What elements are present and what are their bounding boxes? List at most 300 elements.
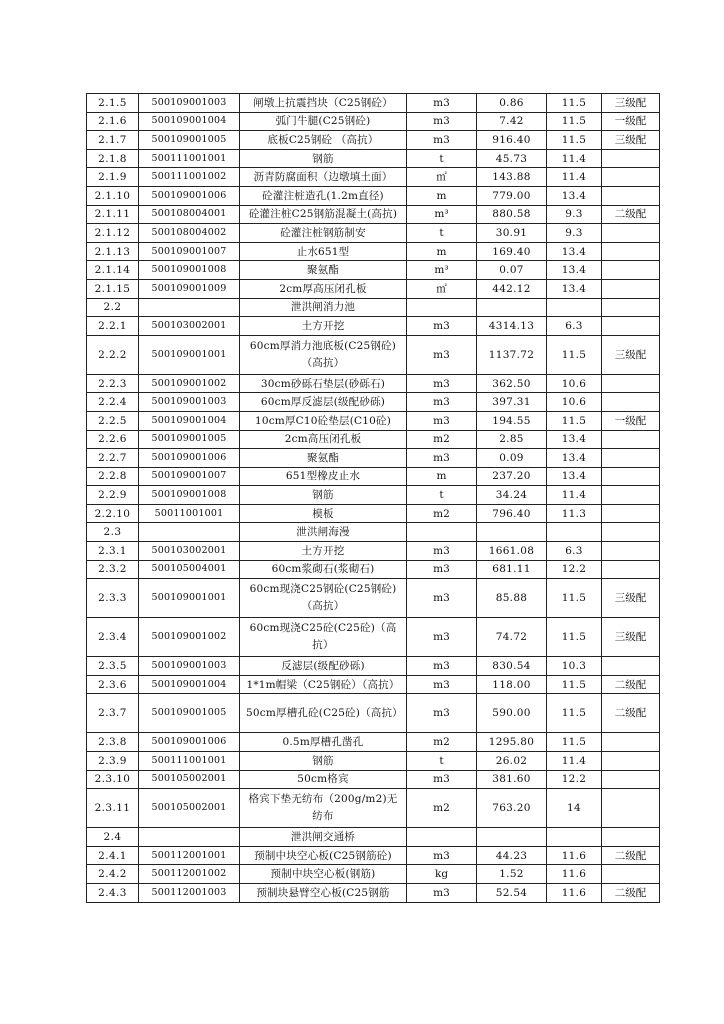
item-name-cell: 模板 xyxy=(240,504,407,523)
item-name-cell: 聚氨酯 xyxy=(240,449,407,468)
item-number-cell: 2.3.6 xyxy=(87,675,139,694)
quantity-cell: 143.88 xyxy=(477,168,547,187)
item-code-cell: 500109001006 xyxy=(139,733,240,752)
rate-cell: 9.3 xyxy=(547,205,602,224)
quantity-cell: 397.31 xyxy=(477,393,547,412)
item-code-cell: 500109001003 xyxy=(139,657,240,676)
quantity-cell: 381.60 xyxy=(477,770,547,789)
item-code-cell: 500108004001 xyxy=(139,205,240,224)
unit-cell: m3 xyxy=(407,579,477,618)
grade-cell xyxy=(602,168,660,187)
unit-cell: m2 xyxy=(407,504,477,523)
item-number-cell: 2.1.12 xyxy=(87,224,139,243)
rate-cell: 11.5 xyxy=(547,694,602,733)
rate-cell: 11.4 xyxy=(547,149,602,168)
unit-cell: m3 xyxy=(407,542,477,561)
table-row xyxy=(87,579,660,618)
rate-cell: 11.3 xyxy=(547,504,602,523)
unit-cell: m3 xyxy=(407,846,477,865)
quantity-cell: 442.12 xyxy=(477,279,547,298)
quantity-cell: 2.85 xyxy=(477,430,547,449)
rate-cell: 11.5 xyxy=(547,733,602,752)
table-row xyxy=(87,770,660,789)
item-name-cell: 聚氨酯 xyxy=(240,261,407,280)
table-row xyxy=(87,149,660,168)
table-row xyxy=(87,828,660,847)
item-name-cell: 30cm砂砾石垫层(砂砾石) xyxy=(240,374,407,393)
grade-cell xyxy=(602,279,660,298)
item-number-cell: 2.3.10 xyxy=(87,770,139,789)
unit-cell: m3 xyxy=(407,317,477,336)
item-code-cell: 500105004001 xyxy=(139,560,240,579)
item-name-cell: 泄洪闸消力池 xyxy=(240,298,407,317)
item-code-cell: 500111001001 xyxy=(139,752,240,771)
item-code-cell: 500112001002 xyxy=(139,865,240,884)
item-code-cell: 500103002001 xyxy=(139,317,240,336)
unit-cell: m3 xyxy=(407,131,477,150)
quantity-cell: 362.50 xyxy=(477,374,547,393)
item-name-cell: 土方开挖 xyxy=(240,542,407,561)
unit-cell xyxy=(407,828,477,847)
quantity-cell: 0.86 xyxy=(477,94,547,113)
item-name-cell: 底板C25钢砼 （高抗） xyxy=(240,131,407,150)
rate-cell: 11.4 xyxy=(547,752,602,771)
item-number-cell: 2.2 xyxy=(87,298,139,317)
table-row xyxy=(87,279,660,298)
rate-cell: 10.6 xyxy=(547,374,602,393)
unit-cell: t xyxy=(407,486,477,505)
item-code-cell: 500105002001 xyxy=(139,770,240,789)
table-row xyxy=(87,335,660,374)
grade-cell xyxy=(602,149,660,168)
item-number-cell: 2.1.5 xyxy=(87,94,139,113)
grade-cell xyxy=(602,242,660,261)
table-row xyxy=(87,112,660,131)
item-name-cell: 60cm厚反滤层(级配砂砾) xyxy=(240,393,407,412)
quantity-cell: 681.11 xyxy=(477,560,547,579)
item-number-cell: 2.2.6 xyxy=(87,430,139,449)
grade-cell xyxy=(602,224,660,243)
item-number-cell: 2.3.5 xyxy=(87,657,139,676)
table-row xyxy=(87,884,660,903)
table-row xyxy=(87,694,660,733)
item-name-cell: 格宾下垫无纺布（200g/m2)无纺布 xyxy=(240,789,407,828)
quantity-cell: 779.00 xyxy=(477,186,547,205)
quantity-cell: 34.24 xyxy=(477,486,547,505)
unit-cell: m3 xyxy=(407,374,477,393)
item-code-cell: 500103002001 xyxy=(139,542,240,561)
quantity-cell: 1137.72 xyxy=(477,335,547,374)
item-number-cell: 2.3.3 xyxy=(87,579,139,618)
rate-cell xyxy=(547,828,602,847)
table-row xyxy=(87,865,660,884)
item-number-cell: 2.4.1 xyxy=(87,846,139,865)
grade-cell: 二级配 xyxy=(602,846,660,865)
item-code-cell: 500109001003 xyxy=(139,94,240,113)
unit-cell: m3 xyxy=(407,657,477,676)
unit-cell: m3 xyxy=(407,393,477,412)
item-code-cell: 500109001007 xyxy=(139,467,240,486)
grade-cell xyxy=(602,504,660,523)
bill-of-quantities-table xyxy=(86,93,660,903)
unit-cell xyxy=(407,298,477,317)
item-name-cell: 土方开挖 xyxy=(240,317,407,336)
item-code-cell: 50011001001 xyxy=(139,504,240,523)
item-name-cell: 钢筋 xyxy=(240,149,407,168)
item-code-cell: 500109001009 xyxy=(139,279,240,298)
quantity-cell: 4314.13 xyxy=(477,317,547,336)
item-name-cell: 止水651型 xyxy=(240,242,407,261)
table-row xyxy=(87,411,660,430)
grade-cell: 二级配 xyxy=(602,884,660,903)
table-row xyxy=(87,261,660,280)
table-row xyxy=(87,449,660,468)
rate-cell: 11.5 xyxy=(547,579,602,618)
table-row xyxy=(87,789,660,828)
item-number-cell: 2.1.8 xyxy=(87,149,139,168)
table-row xyxy=(87,504,660,523)
item-name-cell: 10cm厚C10砼垫层(C10砼) xyxy=(240,411,407,430)
table-row xyxy=(87,752,660,771)
quantity-cell: 880.58 xyxy=(477,205,547,224)
item-number-cell: 2.2.3 xyxy=(87,374,139,393)
item-number-cell: 2.2.7 xyxy=(87,449,139,468)
grade-cell xyxy=(602,317,660,336)
quantity-cell: 763.20 xyxy=(477,789,547,828)
rate-cell: 11.5 xyxy=(547,335,602,374)
table-row xyxy=(87,560,660,579)
unit-cell xyxy=(407,523,477,542)
item-code-cell: 500109001006 xyxy=(139,186,240,205)
table-row xyxy=(87,374,660,393)
quantity-cell: 0.09 xyxy=(477,449,547,468)
grade-cell: 三级配 xyxy=(602,131,660,150)
item-code-cell: 500109001007 xyxy=(139,242,240,261)
rate-cell: 10.3 xyxy=(547,657,602,676)
quantity-cell: 26.02 xyxy=(477,752,547,771)
item-name-cell: 60cm现浇C25砼(C25砼)（高抗） xyxy=(240,618,407,657)
quantity-cell: 830.54 xyxy=(477,657,547,676)
item-name-cell: 砼灌注桩造孔(1.2m直径) xyxy=(240,186,407,205)
item-name-cell: 预制中块空心板(C25钢筋砼) xyxy=(240,846,407,865)
unit-cell: m2 xyxy=(407,733,477,752)
unit-cell: m3 xyxy=(407,618,477,657)
item-number-cell: 2.3.11 xyxy=(87,789,139,828)
quantity-cell: 45.73 xyxy=(477,149,547,168)
unit-cell: m3 xyxy=(407,335,477,374)
item-number-cell: 2.1.15 xyxy=(87,279,139,298)
item-code-cell: 500109001001 xyxy=(139,579,240,618)
item-code-cell: 500112001001 xyxy=(139,846,240,865)
rate-cell: 13.4 xyxy=(547,449,602,468)
grade-cell xyxy=(602,467,660,486)
quantity-cell: 52.54 xyxy=(477,884,547,903)
item-name-cell: 钢筋 xyxy=(240,752,407,771)
item-name-cell: 50cm格宾 xyxy=(240,770,407,789)
item-code-cell xyxy=(139,298,240,317)
rate-cell: 12.2 xyxy=(547,770,602,789)
table-row xyxy=(87,467,660,486)
unit-cell: m xyxy=(407,467,477,486)
rate-cell: 9.3 xyxy=(547,224,602,243)
rate-cell: 6.3 xyxy=(547,542,602,561)
rate-cell: 11.5 xyxy=(547,411,602,430)
item-code-cell: 500108004002 xyxy=(139,224,240,243)
item-name-cell: 60cm厚消力池底板(C25钢砼)（高抗） xyxy=(240,335,407,374)
item-code-cell: 500109001002 xyxy=(139,618,240,657)
item-code-cell: 500109001004 xyxy=(139,411,240,430)
item-number-cell: 2.1.11 xyxy=(87,205,139,224)
item-name-cell: 1*1m帽梁（C25钢砼）（高抗） xyxy=(240,675,407,694)
grade-cell xyxy=(602,523,660,542)
unit-cell: m3 xyxy=(407,560,477,579)
grade-cell xyxy=(602,298,660,317)
table-row xyxy=(87,317,660,336)
grade-cell: 二级配 xyxy=(602,694,660,733)
item-name-cell: 651型橡皮止水 xyxy=(240,467,407,486)
table-body xyxy=(87,94,660,903)
item-name-cell: 50cm厚槽孔砼(C25砼)（高抗） xyxy=(240,694,407,733)
item-name-cell: 0.5m厚槽孔凿孔 xyxy=(240,733,407,752)
item-code-cell: 500111001001 xyxy=(139,149,240,168)
item-number-cell: 2.4.2 xyxy=(87,865,139,884)
unit-cell: m3 xyxy=(407,94,477,113)
item-number-cell: 2.2.1 xyxy=(87,317,139,336)
unit-cell: t xyxy=(407,224,477,243)
item-code-cell xyxy=(139,523,240,542)
grade-cell xyxy=(602,186,660,205)
grade-cell: 一级配 xyxy=(602,411,660,430)
item-code-cell: 500112001003 xyxy=(139,884,240,903)
item-code-cell: 500109001008 xyxy=(139,261,240,280)
quantity-cell: 1295.80 xyxy=(477,733,547,752)
item-name-cell: 60cm浆砌石(浆砌石) xyxy=(240,560,407,579)
grade-cell xyxy=(602,752,660,771)
grade-cell xyxy=(602,486,660,505)
rate-cell: 6.3 xyxy=(547,317,602,336)
grade-cell xyxy=(602,261,660,280)
table-row xyxy=(87,657,660,676)
item-code-cell: 500109001005 xyxy=(139,694,240,733)
rate-cell: 13.4 xyxy=(547,186,602,205)
item-name-cell: 弧门牛腿(C25钢砼) xyxy=(240,112,407,131)
item-name-cell: 砼灌注桩钢筋制安 xyxy=(240,224,407,243)
item-number-cell: 2.1.10 xyxy=(87,186,139,205)
rate-cell: 11.4 xyxy=(547,486,602,505)
item-number-cell: 2.3.7 xyxy=(87,694,139,733)
grade-cell xyxy=(602,828,660,847)
table-row xyxy=(87,393,660,412)
item-name-cell: 钢筋 xyxy=(240,486,407,505)
item-name-cell: 泄洪闸交通桥 xyxy=(240,828,407,847)
unit-cell: m³ xyxy=(407,261,477,280)
item-number-cell: 2.1.14 xyxy=(87,261,139,280)
grade-cell: 三级配 xyxy=(602,94,660,113)
rate-cell: 11.4 xyxy=(547,168,602,187)
unit-cell: ㎡ xyxy=(407,168,477,187)
item-name-cell: 60cm现浇C25钢砼(C25钢砼)（高抗） xyxy=(240,579,407,618)
grade-cell xyxy=(602,733,660,752)
unit-cell: kg xyxy=(407,865,477,884)
table-row xyxy=(87,224,660,243)
table-row xyxy=(87,94,660,113)
item-name-cell: 泄洪闸海漫 xyxy=(240,523,407,542)
table-row xyxy=(87,430,660,449)
rate-cell xyxy=(547,298,602,317)
rate-cell: 11.5 xyxy=(547,112,602,131)
item-number-cell: 2.4.3 xyxy=(87,884,139,903)
item-number-cell: 2.2.5 xyxy=(87,411,139,430)
rate-cell: 10.6 xyxy=(547,393,602,412)
item-number-cell: 2.2.10 xyxy=(87,504,139,523)
unit-cell: m3 xyxy=(407,884,477,903)
unit-cell: m3 xyxy=(407,675,477,694)
item-code-cell: 500109001005 xyxy=(139,131,240,150)
table-row xyxy=(87,131,660,150)
item-name-cell: 2cm高压闭孔板 xyxy=(240,430,407,449)
table-row xyxy=(87,242,660,261)
rate-cell xyxy=(547,523,602,542)
quantity-cell: 0.07 xyxy=(477,261,547,280)
quantity-cell: 916.40 xyxy=(477,131,547,150)
quantity-cell: 590.00 xyxy=(477,694,547,733)
grade-cell: 三级配 xyxy=(602,335,660,374)
grade-cell xyxy=(602,560,660,579)
quantity-cell: 194.55 xyxy=(477,411,547,430)
rate-cell: 11.5 xyxy=(547,675,602,694)
grade-cell xyxy=(602,789,660,828)
quantity-cell: 796.40 xyxy=(477,504,547,523)
item-code-cell: 500109001005 xyxy=(139,430,240,449)
item-number-cell: 2.3.9 xyxy=(87,752,139,771)
table-row xyxy=(87,846,660,865)
grade-cell xyxy=(602,542,660,561)
quantity-cell: 7.42 xyxy=(477,112,547,131)
table-row xyxy=(87,168,660,187)
rate-cell: 13.4 xyxy=(547,242,602,261)
item-number-cell: 2.1.6 xyxy=(87,112,139,131)
unit-cell: m xyxy=(407,242,477,261)
item-number-cell: 2.2.2 xyxy=(87,335,139,374)
item-number-cell: 2.2.9 xyxy=(87,486,139,505)
grade-cell xyxy=(602,770,660,789)
rate-cell: 13.4 xyxy=(547,467,602,486)
unit-cell: m3 xyxy=(407,112,477,131)
grade-cell: 二级配 xyxy=(602,675,660,694)
table-row xyxy=(87,205,660,224)
grade-cell: 三级配 xyxy=(602,618,660,657)
grade-cell: 一级配 xyxy=(602,112,660,131)
item-number-cell: 2.3.8 xyxy=(87,733,139,752)
unit-cell: m xyxy=(407,186,477,205)
quantity-cell: 118.00 xyxy=(477,675,547,694)
item-code-cell xyxy=(139,828,240,847)
item-code-cell: 500109001006 xyxy=(139,449,240,468)
item-code-cell: 500105002001 xyxy=(139,789,240,828)
quantity-cell xyxy=(477,523,547,542)
quantity-cell xyxy=(477,828,547,847)
item-number-cell: 2.4 xyxy=(87,828,139,847)
item-code-cell: 500109001004 xyxy=(139,675,240,694)
grade-cell xyxy=(602,657,660,676)
item-number-cell: 2.3.2 xyxy=(87,560,139,579)
grade-cell xyxy=(602,393,660,412)
quantity-cell: 237.20 xyxy=(477,467,547,486)
item-number-cell: 2.1.7 xyxy=(87,131,139,150)
rate-cell: 11.6 xyxy=(547,846,602,865)
item-code-cell: 500109001001 xyxy=(139,335,240,374)
rate-cell: 11.5 xyxy=(547,94,602,113)
unit-cell: t xyxy=(407,752,477,771)
unit-cell: t xyxy=(407,149,477,168)
item-code-cell: 500109001004 xyxy=(139,112,240,131)
unit-cell: m2 xyxy=(407,789,477,828)
grade-cell xyxy=(602,865,660,884)
quantity-cell: 44.23 xyxy=(477,846,547,865)
item-name-cell: 反滤层(级配砂砾) xyxy=(240,657,407,676)
item-number-cell: 2.3.1 xyxy=(87,542,139,561)
item-number-cell: 2.3.4 xyxy=(87,618,139,657)
item-name-cell: 闸墩上抗震挡块（C25钢砼） xyxy=(240,94,407,113)
quantity-cell: 1661.08 xyxy=(477,542,547,561)
rate-cell: 13.4 xyxy=(547,430,602,449)
grade-cell xyxy=(602,430,660,449)
rate-cell: 14 xyxy=(547,789,602,828)
item-name-cell: 预制中块空心板(钢筋) xyxy=(240,865,407,884)
grade-cell xyxy=(602,374,660,393)
item-number-cell: 2.1.9 xyxy=(87,168,139,187)
quantity-cell: 1.52 xyxy=(477,865,547,884)
quantity-cell: 74.72 xyxy=(477,618,547,657)
quantity-cell: 85.88 xyxy=(477,579,547,618)
unit-cell: ㎡ xyxy=(407,279,477,298)
table-row xyxy=(87,523,660,542)
rate-cell: 11.5 xyxy=(547,131,602,150)
table-row xyxy=(87,542,660,561)
quantity-cell xyxy=(477,298,547,317)
table-row xyxy=(87,186,660,205)
unit-cell: m3 xyxy=(407,770,477,789)
item-number-cell: 2.3 xyxy=(87,523,139,542)
rate-cell: 11.6 xyxy=(547,884,602,903)
table-row xyxy=(87,298,660,317)
unit-cell: m³ xyxy=(407,205,477,224)
item-code-cell: 500109001008 xyxy=(139,486,240,505)
rate-cell: 11.5 xyxy=(547,618,602,657)
grade-cell: 三级配 xyxy=(602,579,660,618)
grade-cell: 二级配 xyxy=(602,205,660,224)
item-code-cell: 500109001003 xyxy=(139,393,240,412)
item-name-cell: 砼灌注桩C25钢筋混凝土(高抗) xyxy=(240,205,407,224)
unit-cell: m3 xyxy=(407,694,477,733)
rate-cell: 13.4 xyxy=(547,261,602,280)
table-row xyxy=(87,675,660,694)
rate-cell: 11.6 xyxy=(547,865,602,884)
item-number-cell: 2.2.8 xyxy=(87,467,139,486)
unit-cell: m3 xyxy=(407,411,477,430)
item-code-cell: 500109001002 xyxy=(139,374,240,393)
table-row xyxy=(87,733,660,752)
unit-cell: m3 xyxy=(407,449,477,468)
item-name-cell: 预制块悬臂空心板(C25钢筋 xyxy=(240,884,407,903)
grade-cell xyxy=(602,449,660,468)
rate-cell: 13.4 xyxy=(547,279,602,298)
item-name-cell: 2cm厚高压闭孔板 xyxy=(240,279,407,298)
table-row xyxy=(87,486,660,505)
item-number-cell: 2.2.4 xyxy=(87,393,139,412)
quantity-cell: 30.91 xyxy=(477,224,547,243)
quantity-cell: 169.40 xyxy=(477,242,547,261)
